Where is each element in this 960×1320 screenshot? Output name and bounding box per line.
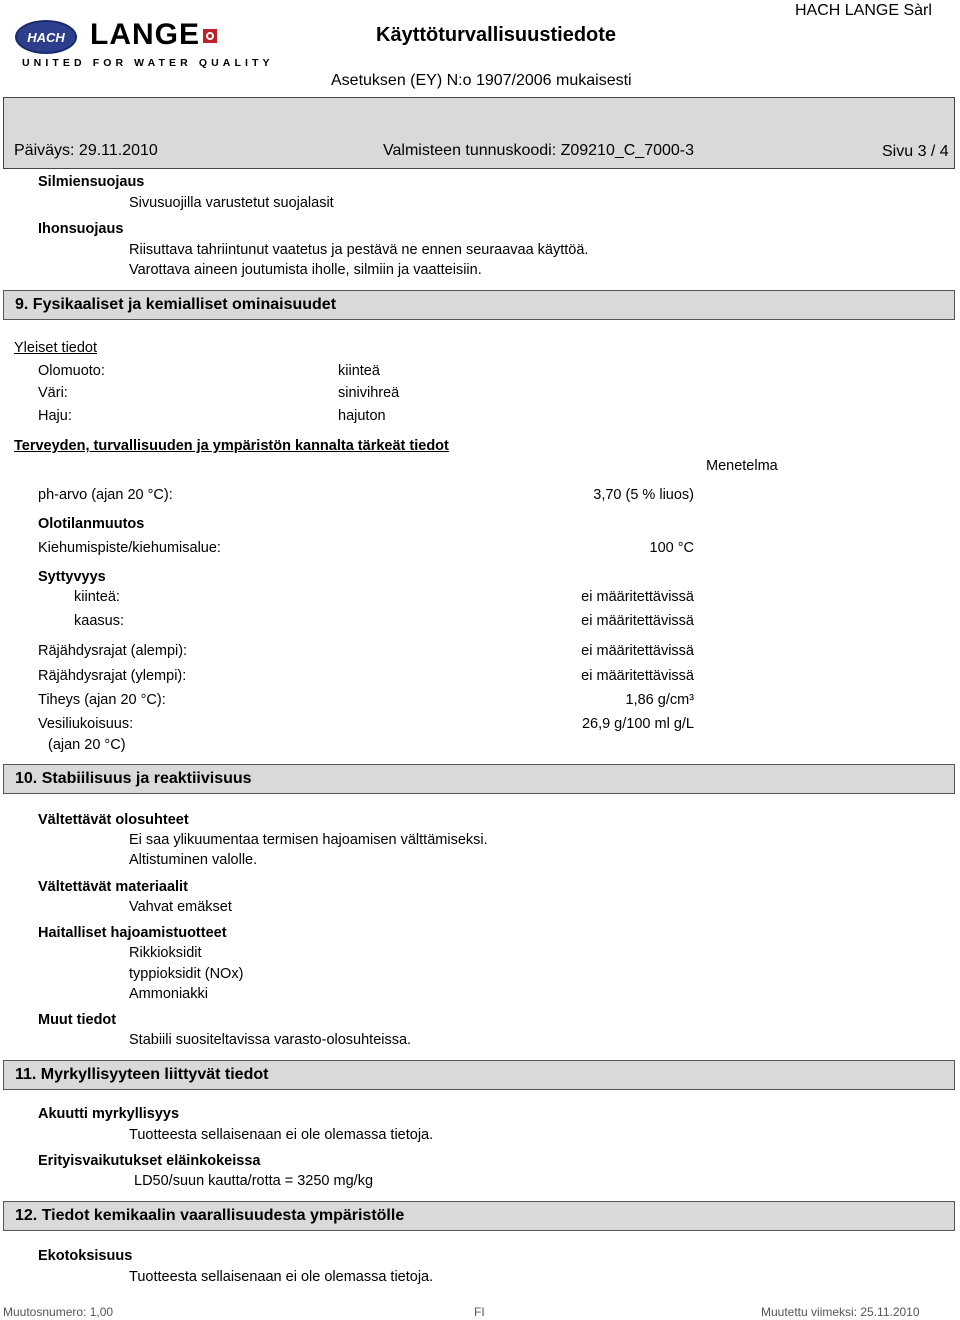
- section-11-header: 11. Myrkyllisyyteen liittyvät tiedot: [3, 1060, 955, 1090]
- explosion-upper-label: Räjähdysrajat (ylempi):: [38, 668, 187, 684]
- method-column-header: Menetelma: [706, 458, 778, 474]
- property-label: Haju:: [38, 408, 72, 424]
- state-change-heading: Olotilanmuutos: [38, 516, 145, 532]
- acute-toxicity-label: Akuutti myrkyllisyys: [38, 1106, 180, 1122]
- eye-protection-text: Sivusuojilla varustetut suojalasit: [129, 195, 334, 211]
- company-name: HACH LANGE Sàrl: [795, 2, 932, 19]
- ecotoxicity-text: Tuotteesta sellaisenaan ei ole olemassa tietoja.: [129, 1269, 434, 1285]
- property-label: Olomuoto:: [38, 363, 105, 379]
- decomposition-label: Haitalliset hajoamistuotteet: [38, 925, 227, 941]
- ph-label: ph-arvo (ajan 20 °C):: [38, 487, 173, 503]
- solubility-label: Vesiliukoisuus:: [38, 716, 134, 732]
- product-code: Valmisteen tunnuskoodi: Z09210_C_7000-3: [383, 142, 695, 159]
- flammability-solid-label: kiinteä:: [74, 589, 120, 605]
- solubility-value: 26,9 g/100 ml g/L: [581, 716, 694, 732]
- general-info-heading: Yleiset tiedot: [14, 340, 98, 356]
- avoid-conditions-label: Vältettävät olosuhteet: [38, 812, 189, 828]
- solubility-temperature: (ajan 20 °C): [48, 737, 126, 753]
- document-date: Päiväys: 29.11.2010: [14, 142, 158, 159]
- skin-protection-label: Ihonsuojaus: [38, 221, 124, 237]
- ph-value: 3,70 (5 % liuos): [593, 487, 694, 503]
- revision-number: Muutosnumero: 1,00: [3, 1305, 114, 1319]
- property-value: hajuton: [338, 408, 386, 424]
- other-info-label: Muut tiedot: [38, 1012, 117, 1028]
- last-modified: Muutettu viimeksi: 25.11.2010: [761, 1305, 920, 1319]
- density-label: Tiheys (ajan 20 °C):: [38, 692, 166, 708]
- boiling-point-value: 100 °C: [649, 540, 694, 556]
- decomposition-item: Rikkioksidit: [129, 945, 202, 961]
- ecotoxicity-label: Ekotoksisuus: [38, 1248, 133, 1264]
- flammability-heading: Syttyvyys: [38, 569, 106, 585]
- density-value: 1,86 g/cm³: [625, 692, 694, 708]
- property-label: Väri:: [38, 385, 68, 401]
- regulation-text: Asetuksen (EY) N:o 1907/2006 mukaisesti: [331, 72, 632, 89]
- avoid-materials-text: Vahvat emäkset: [129, 899, 232, 915]
- skin-protection-text: Riisuttava tahriintunut vaatetus ja pestävä ne ennen seuraavaa käyttöä.: [129, 242, 589, 258]
- eye-protection-label: Silmiensuojaus: [38, 174, 145, 190]
- explosion-upper-value: ei määritettävissä: [581, 668, 694, 684]
- other-info-text: Stabiili suositeltavissa varasto-olosuhteissa.: [129, 1032, 412, 1048]
- section-9-header: 9. Fysikaaliset ja kemialliset ominaisuudet: [3, 290, 955, 320]
- document-title: Käyttöturvallisuustiedote: [376, 24, 617, 46]
- section-12-header: 12. Tiedot kemikaalin vaarallisuudesta ympäristölle: [3, 1201, 955, 1231]
- hach-logo-icon: HACH: [15, 20, 77, 54]
- explosion-lower-label: Räjähdysrajat (alempi):: [38, 643, 188, 659]
- lange-logo: LANGE: [90, 18, 200, 51]
- avoid-materials-label: Vältettävät materiaalit: [38, 879, 188, 895]
- page-number: Sivu 3 / 4: [882, 143, 949, 160]
- flammability-gas-label: kaasus:: [74, 613, 124, 629]
- avoid-conditions-text: Altistuminen valolle.: [129, 852, 258, 868]
- decomposition-item: typpioksidit (NOx): [129, 966, 244, 982]
- decomposition-item: Ammoniakki: [129, 986, 208, 1002]
- animal-tests-label: Erityisvaikutukset eläinkokeissa: [38, 1153, 261, 1169]
- explosion-lower-value: ei määritettävissä: [581, 643, 694, 659]
- animal-tests-text: LD50/suun kautta/rotta = 3250 mg/kg: [134, 1173, 374, 1189]
- boiling-point-label: Kiehumispiste/kiehumisalue:: [38, 540, 221, 556]
- property-value: sinivihreä: [338, 385, 400, 401]
- flammability-solid-value: ei määritettävissä: [581, 589, 694, 605]
- registered-mark-icon: [203, 29, 217, 43]
- acute-toxicity-text: Tuotteesta sellaisenaan ei ole olemassa tietoja.: [129, 1127, 434, 1143]
- logo-tagline: UNITED FOR WATER QUALITY: [22, 57, 274, 69]
- property-value: kiinteä: [338, 363, 380, 379]
- skin-protection-text: Varottava aineen joutumista iholle, silmiin ja vaatteisiin.: [129, 262, 482, 278]
- language-code: FI: [474, 1305, 485, 1319]
- section-10-header: 10. Stabiilisuus ja reaktiivisuus: [3, 764, 955, 794]
- avoid-conditions-text: Ei saa ylikuumentaa termisen hajoamisen välttämiseksi.: [129, 832, 488, 848]
- important-info-heading: Terveyden, turvallisuuden ja ympäristön kannalta tärkeät tiedot: [14, 438, 449, 454]
- flammability-gas-value: ei määritettävissä: [581, 613, 694, 629]
